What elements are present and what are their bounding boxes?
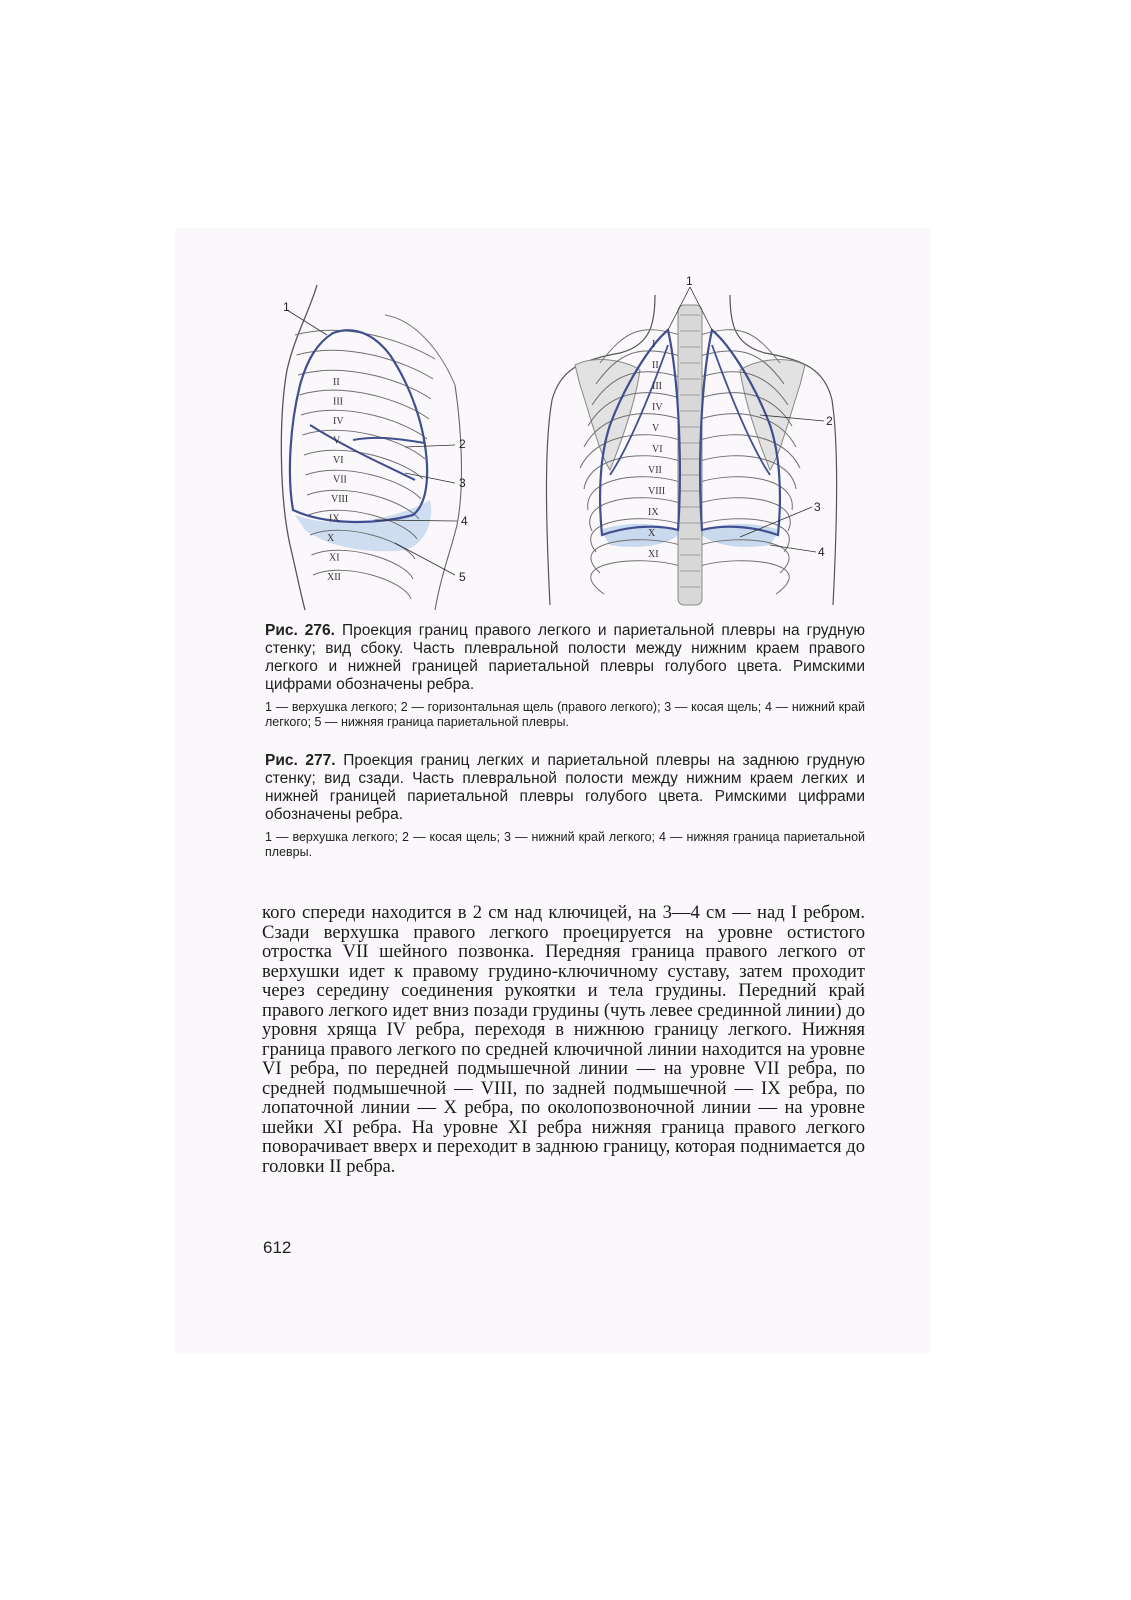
fig276-rib-label: II [333, 377, 340, 388]
fig276-rib-label: XII [327, 572, 341, 583]
caption-277 [265, 752, 865, 860]
fig277-rib-label: II [652, 360, 659, 371]
caption-277-legend: 1 — верхушка легкого; 2 — косая щель; 3 — нижний край легкого; 4 — нижняя граница париетальной плевры. [265, 830, 865, 859]
rib-shape [591, 561, 680, 594]
rib-shape [301, 410, 427, 439]
caption-276-legend: 1 — верхушка легкого; 2 — горизонтальная щель (правого легкого); 3 — косая щель; 4 — нижний край легкого; 5 — нижняя граница париетальной плевры. [265, 700, 865, 729]
figure-276 [265, 275, 505, 615]
fig276-rib-label: IX [329, 513, 340, 525]
fig277-label-1: 1 [686, 274, 693, 288]
figure-277 [540, 275, 840, 615]
caption-277-label: Рис. 277. [265, 752, 336, 769]
fig276-rib-label: V [333, 435, 341, 447]
rib-shape [584, 456, 680, 489]
rib-shape [700, 456, 796, 489]
fig277-rib-label: VI [652, 444, 663, 455]
caption-276 [265, 622, 865, 730]
fig277-rib-label: I [652, 339, 656, 350]
page-number: 612 [263, 1238, 292, 1257]
body-paragraph: кого спереди находится в 2 см над ключицей, на 3—4 см — над I ребром. Сзади верхушка правого легкого проецируется на уровне остистого отростка VII шейного позвонка. Передняя граница правого легкого от верхушки идет к правому грудино-ключичному суставу, затем проходит через середину соединения рукоятки и тела грудины. Передний край правого легкого идет вниз позади грудины (чуть левее срединной линии) до уровня хряща IV ребра, переходя в нижнюю границу легкого. Нижняя граница правого легкого по средней ключичной линии находится на уровне VI ребра, по передней подмышечной линии — на уровне VII ребра, по средней подмышечной — VIII, по задней подмышечной — IX ребра, по лопаточной линии — X ребра, по околопозвоночной линии — на уровне шейки XI ребра. На уровне XI ребра нижняя граница правого легкого поворачивает вверх и переходит в заднюю границу, которая поднимается до головки II ребра. [262, 902, 865, 1177]
fig277-label-2: 2 [826, 414, 833, 428]
fig277-rib-label: VII [648, 465, 662, 476]
fig276-rib-label: XI [329, 552, 340, 564]
caption-277-main [265, 752, 865, 824]
fig277-label-4: 4 [818, 545, 825, 559]
caption-277-text: Проекция границ легких и париетальной плевры на заднюю грудную стенку; вид сзади. Часть плевральной полости между нижним краем легких и нижней границей париетальной плевры голубого цвета. Римскими цифрами обозначены ребра. [265, 752, 865, 823]
fig277-rib-label: V [652, 423, 660, 434]
fig276-rib-label: VI [333, 455, 344, 466]
fig277-rib-label: IX [648, 507, 659, 518]
fig276-label-4: 4 [461, 514, 468, 528]
caption-276-main [265, 622, 865, 694]
figure-276-illustration [265, 275, 505, 615]
fig276-rib-label: VII [333, 474, 347, 486]
fig276-rib-label: VIII [331, 494, 349, 505]
caption-276-text: Проекция границ правого легкого и париетальной плевры на грудную стенку; вид сбоку. Часть плевральной полости между нижним краем правого легкого и нижней границей париетальной плевры голубого цвета. Римскими цифрами обозначены ребра. [265, 622, 865, 693]
fig276-label-3: 3 [459, 476, 466, 490]
fig277-label-3: 3 [814, 500, 821, 514]
rib-shape [297, 350, 434, 379]
fig276-rib-label: IV [333, 416, 344, 427]
fig276-label-2: 2 [459, 437, 466, 451]
rib-shape [300, 390, 430, 419]
fig277-rib-label: VIII [648, 486, 666, 497]
fig277-rib-label: III [652, 381, 662, 392]
fig277-rib-label: X [648, 528, 656, 539]
figure-277-illustration [540, 275, 840, 615]
fig276-label-5: 5 [459, 570, 466, 584]
fig277-rib-label: IV [652, 402, 663, 413]
caption-276-label: Рис. 276. [265, 622, 335, 639]
fig277-rib-label: XI [648, 549, 659, 560]
fig276-rib-label: III [333, 396, 343, 408]
body-text [262, 903, 865, 1176]
fig276-label-1: 1 [283, 300, 290, 314]
rib-shape [700, 561, 789, 594]
fig276-rib-label: X [327, 533, 335, 544]
